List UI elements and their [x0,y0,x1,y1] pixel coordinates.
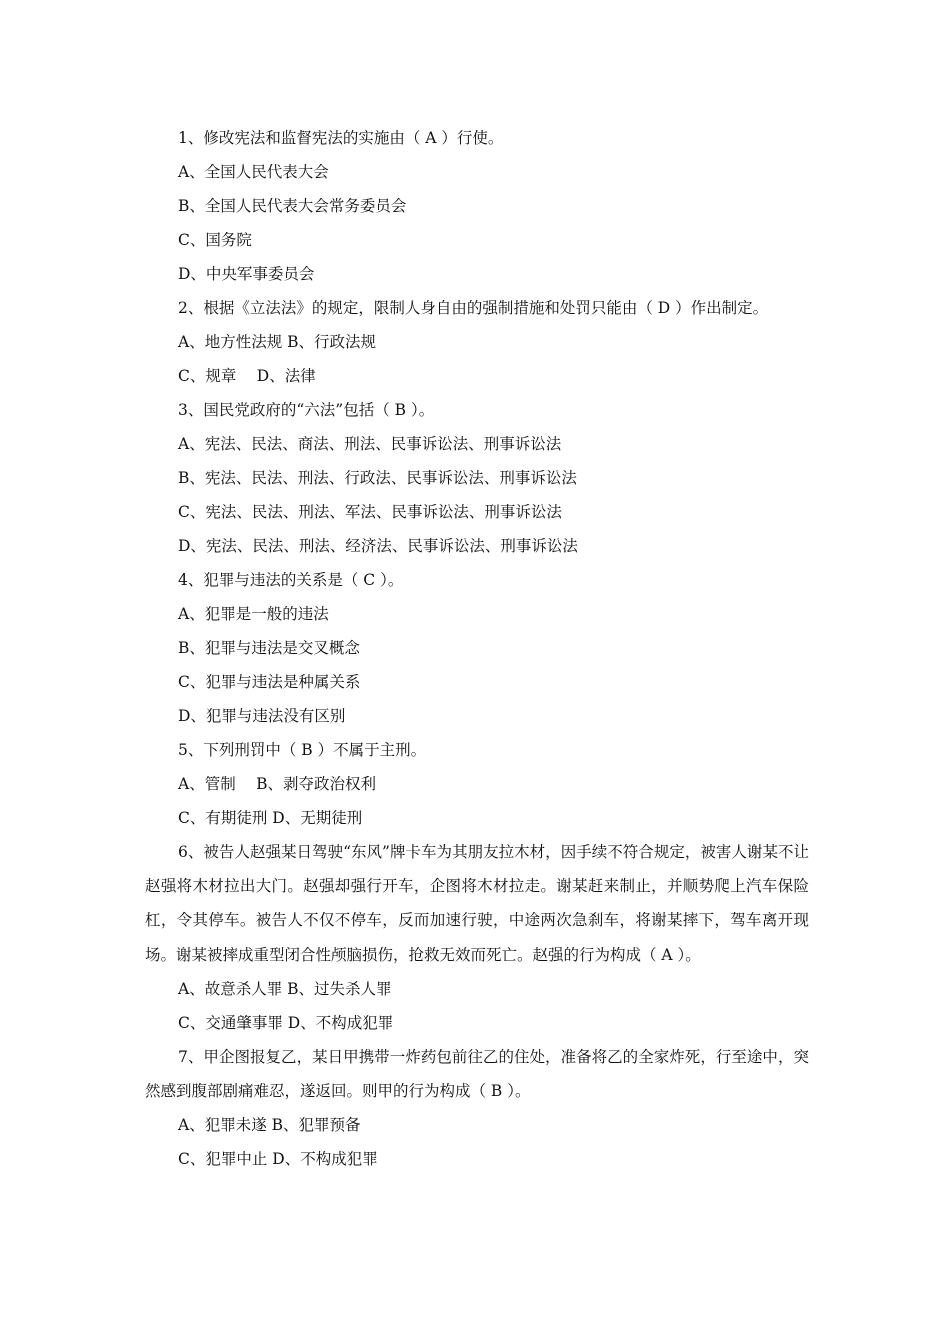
option-line-cd: C、规章 D、法律 [178,367,316,385]
question-stem: 2、根据《立法法》的规定，限制人身自由的强制措施和处罚只能由（ D ）作出制定。 [178,299,769,317]
option-line-cd: C、有期徒刑 D、无期徒刑 [178,809,363,827]
option-line-ab: A、地方性法规 B、行政法规 [178,333,377,351]
option-a: A、宪法、民法、商法、刑法、民事诉讼法、刑事诉讼法 [178,435,562,453]
question-5 [145,733,809,835]
question-2 [145,291,809,393]
option-a: A、全国人民代表大会 [178,163,329,181]
option-b: B、全国人民代表大会常务委员会 [178,197,407,215]
option-line-ab: A、犯罪未遂 B、犯罪预备 [178,1116,361,1135]
option-line-cd: C、交通肇事罪 D、不构成犯罪 [178,1013,394,1032]
option-c: C、宪法、民法、刑法、军法、民事诉讼法、刑事诉讼法 [178,503,562,521]
question-6 [145,835,809,1040]
option-d: D、犯罪与违法没有区别 [178,707,346,725]
option-line-ab: A、管制 B、剥夺政治权利 [178,775,377,793]
option-b: B、犯罪与违法是交叉概念 [178,639,360,657]
question-stem: 4、犯罪与违法的关系是（ C ）。 [178,571,404,589]
question-stem: 7、甲企图报复乙，某日甲携带一炸药包前往乙的住处，准备将乙的全家炸死，行至途中，突然感到腹部剧痛难忍，遂返回。则甲的行为构成（ B ）。 [145,1047,809,1101]
question-list [145,121,809,1176]
question-7 [145,1040,809,1176]
option-line-cd: C、犯罪中止 D、不构成犯罪 [178,1150,378,1169]
question-stem: 3、国民党政府的“六法”包括（ B ）。 [178,401,435,419]
option-c: C、犯罪与违法是种属关系 [178,673,361,691]
question-1 [145,121,809,291]
question-4 [145,563,809,733]
question-stem: 6、被告人赵强某日驾驶“东风”牌卡车为其朋友拉木材，因手续不符合规定，被害人谢某不让赵强将木材拉出大门。赵强却强行开车，企图将木材拉走。谢某赶来制止，并顺势爬上汽车保险杠，令其停车。被告人不仅不停车，反而加速行驶，中途两次急刹车，将谢某摔下，驾车离开现场。谢某被摔成重型闭合性颅脑损伤，抢救无效而死亡。赵强的行为构成（ A ）。 [145,843,809,964]
question-stem: 5、下列刑罚中（ B ）不属于主刑。 [178,741,427,759]
question-stem: 1、修改宪法和监督宪法的实施由（ A ）行使。 [178,129,504,147]
option-d: D、中央军事委员会 [178,265,315,283]
option-a: A、犯罪是一般的违法 [178,605,329,623]
option-b: B、宪法、民法、刑法、行政法、民事诉讼法、刑事诉讼法 [178,469,577,487]
option-line-ab: A、故意杀人罪 B、过失杀人罪 [178,979,392,998]
question-3 [145,393,809,563]
option-d: D、宪法、民法、刑法、经济法、民事诉讼法、刑事诉讼法 [178,537,578,555]
option-c: C、国务院 [178,231,252,249]
